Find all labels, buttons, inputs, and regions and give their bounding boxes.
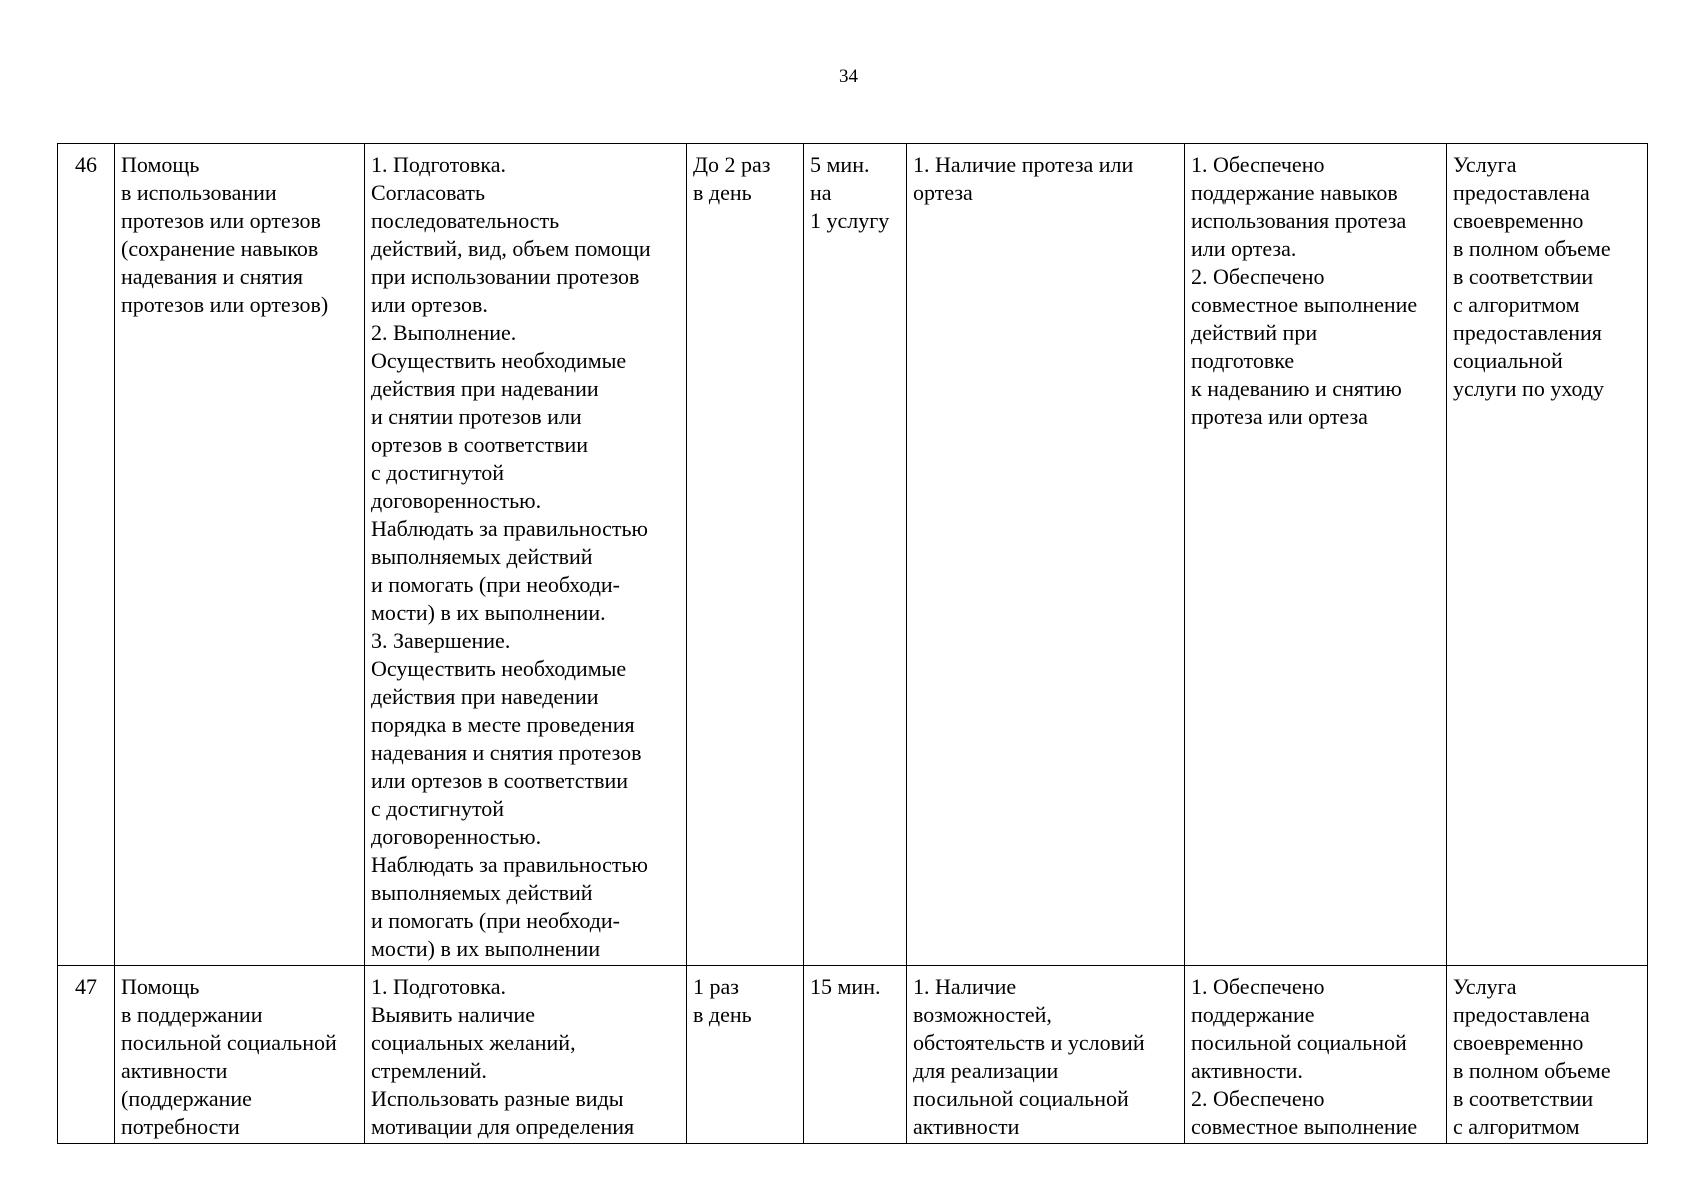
frequency-cell: 1 раз в день xyxy=(687,966,804,1144)
table-row xyxy=(58,144,1648,966)
services-table xyxy=(57,143,1648,1144)
service-name-cell: Помощь в поддержании посильной социальной активности (поддержание потребности xyxy=(115,966,365,1144)
duration-cell: 5 мин. на 1 услугу xyxy=(804,144,907,966)
procedure-cell: 1. Подготовка. Согласовать последовательность действий, вид, объем помощи при использовании протезов или ортезов. 2. Выполнение. Осуществить необходимые действия при надевании и снятии протезов или ортезов в соответствии с достигнутой договоренностью. Наблюдать за правильностью выполняемых действий и помогать (при необходи- мости) в их выполнении. 3. Завершение. Осуществить необходимые действия при наведении порядка в месте проведения надевания и снятия протезов или ортезов в соответствии с достигнутой договоренностью. Наблюдать за правильностью выполняемых действий и помогать (при необходи- мости) в их выполнении xyxy=(365,144,687,966)
row-number-cell: 47 xyxy=(58,966,115,1144)
service-name-cell: Помощь в использовании протезов или ортезов (сохранение навыков надевания и снятия протезов или ортезов) xyxy=(115,144,365,966)
conditions-cell: 1. Наличие протеза или ортеза xyxy=(907,144,1185,966)
quality-cell: Услуга предоставлена своевременно в полном объеме в соответствии с алгоритмом xyxy=(1447,966,1648,1144)
duration-cell: 15 мин. xyxy=(804,966,907,1144)
table-row xyxy=(58,966,1648,1144)
results-cell: 1. Обеспечено поддержание навыков использования протеза или ортеза. 2. Обеспечено совместное выполнение действий при подготовке к надеванию и снятию протеза или ортеза xyxy=(1185,144,1447,966)
results-cell: 1. Обеспечено поддержание посильной социальной активности. 2. Обеспечено совместное выполнение xyxy=(1185,966,1447,1144)
frequency-cell: До 2 раз в день xyxy=(687,144,804,966)
page-number: 34 xyxy=(839,66,858,87)
procedure-cell: 1. Подготовка. Выявить наличие социальных желаний, стремлений. Использовать разные виды мотивации для определения xyxy=(365,966,687,1144)
conditions-cell: 1. Наличие возможностей, обстоятельств и условий для реализации посильной социальной активности xyxy=(907,966,1185,1144)
row-number-cell: 46 xyxy=(58,144,115,966)
quality-cell: Услуга предоставлена своевременно в полном объеме в соответствии с алгоритмом предоставления социальной услуги по уходу xyxy=(1447,144,1648,966)
